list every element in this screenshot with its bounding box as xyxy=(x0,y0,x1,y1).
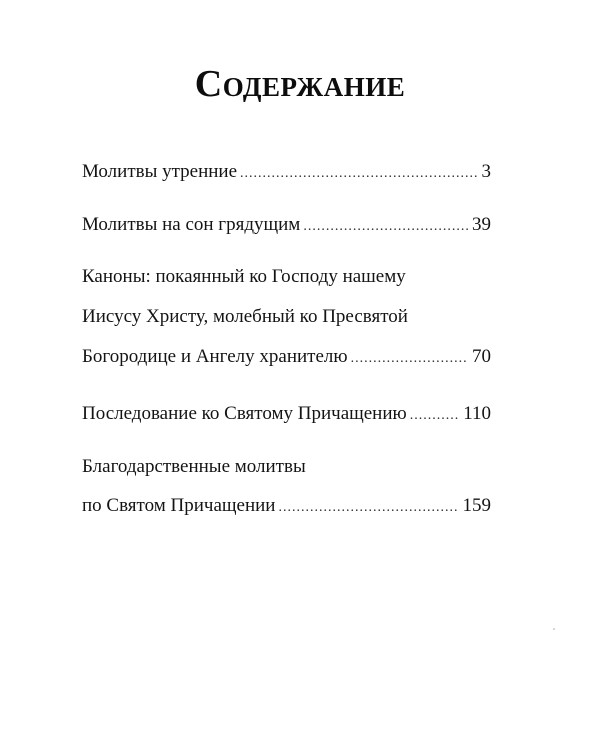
toc-entry-evening-prayers[interactable] xyxy=(82,213,491,239)
page-title: Содержание xyxy=(194,63,406,105)
toc-page-number: 3 xyxy=(481,161,491,182)
toc-entry-communion-rule[interactable] xyxy=(82,402,491,428)
toc-entry-title: Молитвы утренние xyxy=(82,161,238,182)
dot-leader xyxy=(278,496,458,520)
toc-entry-title: Последование ко Святому Причащению xyxy=(82,403,407,424)
toc-page-number: 159 xyxy=(462,495,491,516)
toc-page-number: 110 xyxy=(463,403,491,424)
toc-entry-title-line: Иисусу Христу, молебный ко Пресвятой xyxy=(82,306,408,327)
toc-page-number: 39 xyxy=(472,214,491,235)
toc-entry-title: Молитвы на сон грядущим xyxy=(82,214,301,235)
toc-page-number: 70 xyxy=(472,346,491,367)
dot-leader xyxy=(240,162,477,186)
toc-entry-morning-prayers[interactable] xyxy=(82,160,491,186)
toc-entry-title: Богородице и Ангелу хранителю xyxy=(82,346,348,367)
dot-leader xyxy=(410,404,459,428)
toc-entry-title: по Святом Причащении xyxy=(82,495,276,516)
toc-entry-title-line: Благодарственные молитвы xyxy=(82,456,306,477)
dot-leader xyxy=(303,215,468,239)
toc-entry-title-line: Каноны: покаянный ко Господу нашему xyxy=(82,266,406,287)
dot-leader xyxy=(351,347,468,371)
scan-speck xyxy=(553,628,555,630)
